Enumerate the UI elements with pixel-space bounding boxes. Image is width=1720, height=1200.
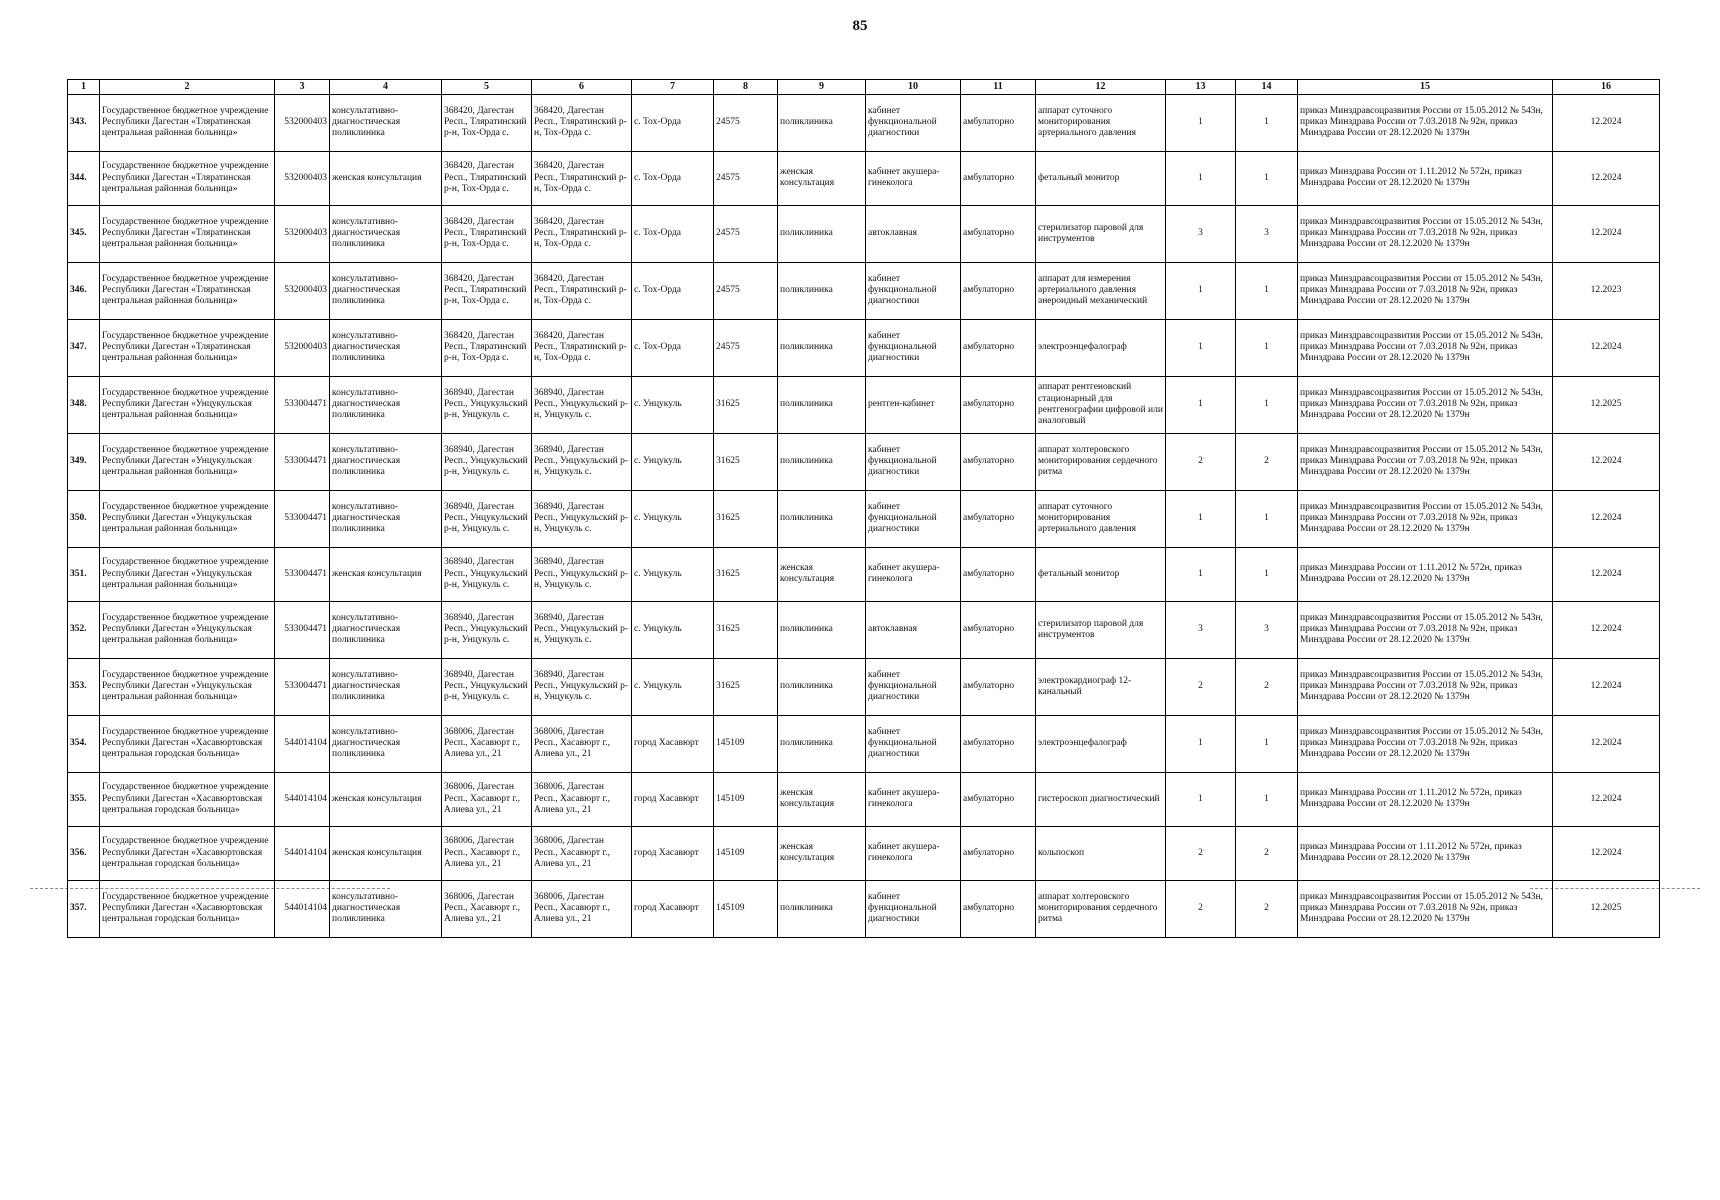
- regulation-order-cell: приказ Минздравсоцразвития России от 15.05.2012 № 543н, приказ Минздрава России от 7.03.2018 № 92н, приказ Минздрава России от 28.12.2020 № 1379н: [1298, 601, 1553, 658]
- org-code-cell: 532000403: [275, 94, 330, 151]
- oktmo-cell: 31625: [714, 601, 778, 658]
- care-type-cell: амбулаторно: [961, 772, 1036, 826]
- room-cell: кабинет акушера-гинеколога: [866, 772, 961, 826]
- division-cell: поликлиника: [778, 715, 866, 772]
- actual-address-cell: 368420, Дагестан Респ., Тляратинский р-н, Тох-Орда с.: [532, 262, 632, 319]
- locality-cell: с. Тох-Орда: [632, 319, 714, 376]
- regulation-order-cell: приказ Минздравсоцразвития России от 15.05.2012 № 543н, приказ Минздрава России от 7.03.2018 № 92н, приказ Минздрава России от 28.12.2020 № 1379н: [1298, 205, 1553, 262]
- column-header: 12: [1036, 80, 1166, 95]
- legal-address-cell: 368420, Дагестан Респ., Тляратинский р-н, Тох-Орда с.: [442, 319, 532, 376]
- unit-cell: консультативно-диагностическая поликлиника: [330, 880, 442, 937]
- regulation-order-cell: приказ Минздрава России от 1.11.2012 № 572н, приказ Минздрава России от 28.12.2020 № 1379н: [1298, 772, 1553, 826]
- column-header: 13: [1166, 80, 1236, 95]
- column-header: 14: [1236, 80, 1298, 95]
- quantity-needed-cell: 2: [1236, 658, 1298, 715]
- unit-cell: женская консультация: [330, 772, 442, 826]
- org-code-cell: 544014104: [275, 772, 330, 826]
- legal-address-cell: 368006, Дагестан Респ., Хасавюрт г., Алиева ул., 21: [442, 826, 532, 880]
- unit-cell: консультативно-диагностическая поликлиника: [330, 262, 442, 319]
- room-cell: кабинет функциональной диагностики: [866, 658, 961, 715]
- oktmo-cell: 31625: [714, 658, 778, 715]
- quantity-required-cell: 1: [1166, 262, 1236, 319]
- column-header: 16: [1553, 80, 1660, 95]
- legal-address-cell: 368940, Дагестан Респ., Унцукульский р-н, Унцукуль с.: [442, 601, 532, 658]
- quantity-needed-cell: 1: [1236, 151, 1298, 205]
- deadline-cell: 12.2024: [1553, 490, 1660, 547]
- column-number-row: [68, 80, 1660, 95]
- org-code-cell: 544014104: [275, 715, 330, 772]
- division-cell: поликлиника: [778, 376, 866, 433]
- unit-cell: консультативно-диагностическая поликлиника: [330, 376, 442, 433]
- locality-cell: с. Унцукуль: [632, 433, 714, 490]
- deadline-cell: 12.2024: [1553, 601, 1660, 658]
- deadline-cell: 12.2024: [1553, 205, 1660, 262]
- locality-cell: город Хасавюрт: [632, 880, 714, 937]
- equipment-cell: аппарат рентгеновский стационарный для рентгенографии цифровой или аналоговый: [1036, 376, 1166, 433]
- column-header: 8: [714, 80, 778, 95]
- oktmo-cell: 24575: [714, 262, 778, 319]
- row-number-cell: 355.: [68, 772, 100, 826]
- organization-cell: Государственное бюджетное учреждение Республики Дагестан «Тляратинская центральная районная больница»: [100, 151, 275, 205]
- column-header: 6: [532, 80, 632, 95]
- regulation-order-cell: приказ Минздравсоцразвития России от 15.05.2012 № 543н, приказ Минздрава России от 7.03.2018 № 92н, приказ Минздрава России от 28.12.2020 № 1379н: [1298, 658, 1553, 715]
- room-cell: кабинет функциональной диагностики: [866, 490, 961, 547]
- quantity-needed-cell: 1: [1236, 94, 1298, 151]
- quantity-needed-cell: 1: [1236, 376, 1298, 433]
- quantity-required-cell: 3: [1166, 205, 1236, 262]
- organization-cell: Государственное бюджетное учреждение Республики Дагестан «Унцукульская центральная районная больница»: [100, 433, 275, 490]
- quantity-needed-cell: 1: [1236, 262, 1298, 319]
- organization-cell: Государственное бюджетное учреждение Республики Дагестан «Тляратинская центральная районная больница»: [100, 94, 275, 151]
- room-cell: кабинет функциональной диагностики: [866, 262, 961, 319]
- quantity-needed-cell: 3: [1236, 601, 1298, 658]
- deadline-cell: 12.2023: [1553, 262, 1660, 319]
- quantity-required-cell: 1: [1166, 772, 1236, 826]
- locality-cell: с. Тох-Орда: [632, 262, 714, 319]
- oktmo-cell: 145109: [714, 715, 778, 772]
- org-code-cell: 544014104: [275, 880, 330, 937]
- organization-cell: Государственное бюджетное учреждение Республики Дагестан «Унцукульская центральная районная больница»: [100, 376, 275, 433]
- column-header: 9: [778, 80, 866, 95]
- oktmo-cell: 31625: [714, 547, 778, 601]
- quantity-required-cell: 2: [1166, 826, 1236, 880]
- organization-cell: Государственное бюджетное учреждение Республики Дагестан «Хасавюртовская центральная городская больница»: [100, 826, 275, 880]
- unit-cell: женская консультация: [330, 547, 442, 601]
- table-row: [68, 205, 1660, 262]
- equipment-cell: гистероскоп диагностический: [1036, 772, 1166, 826]
- oktmo-cell: 24575: [714, 319, 778, 376]
- org-code-cell: 533004471: [275, 658, 330, 715]
- actual-address-cell: 368006, Дагестан Респ., Хасавюрт г., Алиева ул., 21: [532, 772, 632, 826]
- legal-address-cell: 368420, Дагестан Респ., Тляратинский р-н, Тох-Орда с.: [442, 151, 532, 205]
- equipment-cell: фетальный монитор: [1036, 151, 1166, 205]
- unit-cell: консультативно-диагностическая поликлиника: [330, 490, 442, 547]
- deadline-cell: 12.2024: [1553, 715, 1660, 772]
- actual-address-cell: 368940, Дагестан Респ., Унцукульский р-н, Унцукуль с.: [532, 601, 632, 658]
- locality-cell: город Хасавюрт: [632, 826, 714, 880]
- table-row: [68, 490, 1660, 547]
- table-row: [68, 151, 1660, 205]
- org-code-cell: 532000403: [275, 262, 330, 319]
- quantity-required-cell: 1: [1166, 715, 1236, 772]
- org-code-cell: 532000403: [275, 205, 330, 262]
- quantity-required-cell: 1: [1166, 490, 1236, 547]
- quantity-required-cell: 1: [1166, 547, 1236, 601]
- room-cell: рентген-кабинет: [866, 376, 961, 433]
- oktmo-cell: 24575: [714, 205, 778, 262]
- table-row: [68, 94, 1660, 151]
- legal-address-cell: 368940, Дагестан Респ., Унцукульский р-н, Унцукуль с.: [442, 658, 532, 715]
- row-number-cell: 343.: [68, 94, 100, 151]
- care-type-cell: амбулаторно: [961, 262, 1036, 319]
- table-row: [68, 880, 1660, 937]
- column-header: 5: [442, 80, 532, 95]
- row-number-cell: 351.: [68, 547, 100, 601]
- unit-cell: консультативно-диагностическая поликлиника: [330, 319, 442, 376]
- equipment-cell: аппарат суточного мониторирования артериального давления: [1036, 94, 1166, 151]
- quantity-needed-cell: 3: [1236, 205, 1298, 262]
- locality-cell: с. Унцукуль: [632, 658, 714, 715]
- regulation-order-cell: приказ Минздравсоцразвития России от 15.05.2012 № 543н, приказ Минздрава России от 7.03.2018 № 92н, приказ Минздрава России от 28.12.2020 № 1379н: [1298, 433, 1553, 490]
- quantity-required-cell: 3: [1166, 601, 1236, 658]
- care-type-cell: амбулаторно: [961, 826, 1036, 880]
- locality-cell: с. Тох-Орда: [632, 94, 714, 151]
- oktmo-cell: 31625: [714, 433, 778, 490]
- locality-cell: с. Тох-Орда: [632, 205, 714, 262]
- quantity-needed-cell: 1: [1236, 772, 1298, 826]
- deadline-cell: 12.2024: [1553, 547, 1660, 601]
- row-number-cell: 354.: [68, 715, 100, 772]
- quantity-needed-cell: 1: [1236, 319, 1298, 376]
- division-cell: поликлиника: [778, 205, 866, 262]
- quantity-needed-cell: 2: [1236, 433, 1298, 490]
- legal-address-cell: 368940, Дагестан Респ., Унцукульский р-н, Унцукуль с.: [442, 490, 532, 547]
- division-cell: женская консультация: [778, 151, 866, 205]
- room-cell: кабинет акушера-гинеколога: [866, 151, 961, 205]
- row-number-cell: 344.: [68, 151, 100, 205]
- table-row: [68, 547, 1660, 601]
- oktmo-cell: 24575: [714, 94, 778, 151]
- equipment-register-table: [67, 79, 1660, 938]
- care-type-cell: амбулаторно: [961, 658, 1036, 715]
- legal-address-cell: 368420, Дагестан Респ., Тляратинский р-н, Тох-Орда с.: [442, 94, 532, 151]
- org-code-cell: 533004471: [275, 490, 330, 547]
- organization-cell: Государственное бюджетное учреждение Республики Дагестан «Унцукульская центральная районная больница»: [100, 490, 275, 547]
- deadline-cell: 12.2024: [1553, 151, 1660, 205]
- regulation-order-cell: приказ Минздравсоцразвития России от 15.05.2012 № 543н, приказ Минздрава России от 7.03.2018 № 92н, приказ Минздрава России от 28.12.2020 № 1379н: [1298, 319, 1553, 376]
- unit-cell: консультативно-диагностическая поликлиника: [330, 715, 442, 772]
- quantity-required-cell: 2: [1166, 433, 1236, 490]
- care-type-cell: амбулаторно: [961, 490, 1036, 547]
- table-row: [68, 319, 1660, 376]
- org-code-cell: 533004471: [275, 433, 330, 490]
- division-cell: поликлиника: [778, 94, 866, 151]
- table-row: [68, 772, 1660, 826]
- oktmo-cell: 145109: [714, 826, 778, 880]
- regulation-order-cell: приказ Минздравсоцразвития России от 15.05.2012 № 543н, приказ Минздрава России от 7.03.2018 № 92н, приказ Минздрава России от 28.12.2020 № 1379н: [1298, 94, 1553, 151]
- row-number-cell: 357.: [68, 880, 100, 937]
- actual-address-cell: 368420, Дагестан Респ., Тляратинский р-н, Тох-Орда с.: [532, 94, 632, 151]
- org-code-cell: 544014104: [275, 826, 330, 880]
- row-number-cell: 356.: [68, 826, 100, 880]
- room-cell: кабинет функциональной диагностики: [866, 880, 961, 937]
- column-header: 15: [1298, 80, 1553, 95]
- actual-address-cell: 368940, Дагестан Респ., Унцукульский р-н, Унцукуль с.: [532, 547, 632, 601]
- row-number-cell: 345.: [68, 205, 100, 262]
- regulation-order-cell: приказ Минздравсоцразвития России от 15.05.2012 № 543н, приказ Минздрава России от 7.03.2018 № 92н, приказ Минздрава России от 28.12.2020 № 1379н: [1298, 715, 1553, 772]
- division-cell: поликлиника: [778, 601, 866, 658]
- equipment-cell: аппарат суточного мониторирования артериального давления: [1036, 490, 1166, 547]
- room-cell: автоклавная: [866, 601, 961, 658]
- table-row: [68, 262, 1660, 319]
- care-type-cell: амбулаторно: [961, 205, 1036, 262]
- column-header: 4: [330, 80, 442, 95]
- regulation-order-cell: приказ Минздрава России от 1.11.2012 № 572н, приказ Минздрава России от 28.12.2020 № 1379н: [1298, 826, 1553, 880]
- deadline-cell: 12.2024: [1553, 94, 1660, 151]
- deadline-cell: 12.2024: [1553, 772, 1660, 826]
- quantity-needed-cell: 2: [1236, 880, 1298, 937]
- equipment-cell: электроэнцефалограф: [1036, 319, 1166, 376]
- column-header: 3: [275, 80, 330, 95]
- unit-cell: женская консультация: [330, 151, 442, 205]
- oktmo-cell: 145109: [714, 772, 778, 826]
- column-header: 11: [961, 80, 1036, 95]
- division-cell: поликлиника: [778, 262, 866, 319]
- legal-address-cell: 368006, Дагестан Респ., Хасавюрт г., Алиева ул., 21: [442, 880, 532, 937]
- column-header: 2: [100, 80, 275, 95]
- locality-cell: город Хасавюрт: [632, 715, 714, 772]
- quantity-required-cell: 2: [1166, 658, 1236, 715]
- equipment-cell: кольпоскоп: [1036, 826, 1166, 880]
- room-cell: кабинет акушера-гинеколога: [866, 826, 961, 880]
- legal-address-cell: 368940, Дагестан Респ., Унцукульский р-н, Унцукуль с.: [442, 433, 532, 490]
- quantity-needed-cell: 1: [1236, 715, 1298, 772]
- page-number: 85: [852, 18, 868, 34]
- locality-cell: с. Тох-Орда: [632, 151, 714, 205]
- room-cell: кабинет акушера-гинеколога: [866, 547, 961, 601]
- room-cell: кабинет функциональной диагностики: [866, 319, 961, 376]
- row-number-cell: 349.: [68, 433, 100, 490]
- org-code-cell: 532000403: [275, 151, 330, 205]
- care-type-cell: амбулаторно: [961, 376, 1036, 433]
- organization-cell: Государственное бюджетное учреждение Республики Дагестан «Хасавюртовская центральная городская больница»: [100, 715, 275, 772]
- equipment-cell: электроэнцефалограф: [1036, 715, 1166, 772]
- equipment-cell: аппарат холтеровского мониторирования сердечного ритма: [1036, 880, 1166, 937]
- quantity-required-cell: 2: [1166, 880, 1236, 937]
- locality-cell: с. Унцукуль: [632, 490, 714, 547]
- table-row: [68, 601, 1660, 658]
- regulation-order-cell: приказ Минздрава России от 1.11.2012 № 572н, приказ Минздрава России от 28.12.2020 № 1379н: [1298, 547, 1553, 601]
- care-type-cell: амбулаторно: [961, 94, 1036, 151]
- legal-address-cell: 368420, Дагестан Респ., Тляратинский р-н, Тох-Орда с.: [442, 205, 532, 262]
- row-number-cell: 346.: [68, 262, 100, 319]
- quantity-required-cell: 1: [1166, 94, 1236, 151]
- unit-cell: консультативно-диагностическая поликлиника: [330, 601, 442, 658]
- care-type-cell: амбулаторно: [961, 715, 1036, 772]
- org-code-cell: 533004471: [275, 376, 330, 433]
- table-body: [68, 94, 1660, 937]
- deadline-cell: 12.2025: [1553, 376, 1660, 433]
- quantity-needed-cell: 1: [1236, 490, 1298, 547]
- unit-cell: женская консультация: [330, 826, 442, 880]
- room-cell: автоклавная: [866, 205, 961, 262]
- quantity-required-cell: 1: [1166, 319, 1236, 376]
- actual-address-cell: 368940, Дагестан Респ., Унцукульский р-н, Унцукуль с.: [532, 658, 632, 715]
- actual-address-cell: 368006, Дагестан Респ., Хасавюрт г., Алиева ул., 21: [532, 715, 632, 772]
- row-number-cell: 347.: [68, 319, 100, 376]
- care-type-cell: амбулаторно: [961, 151, 1036, 205]
- organization-cell: Государственное бюджетное учреждение Республики Дагестан «Унцукульская центральная районная больница»: [100, 547, 275, 601]
- legal-address-cell: 368940, Дагестан Респ., Унцукульский р-н, Унцукуль с.: [442, 376, 532, 433]
- room-cell: кабинет функциональной диагностики: [866, 433, 961, 490]
- care-type-cell: амбулаторно: [961, 547, 1036, 601]
- actual-address-cell: 368940, Дагестан Респ., Унцукульский р-н, Унцукуль с.: [532, 433, 632, 490]
- actual-address-cell: 368420, Дагестан Респ., Тляратинский р-н, Тох-Орда с.: [532, 319, 632, 376]
- table-row: [68, 376, 1660, 433]
- deadline-cell: 12.2024: [1553, 826, 1660, 880]
- deadline-cell: 12.2024: [1553, 433, 1660, 490]
- locality-cell: с. Унцукуль: [632, 547, 714, 601]
- unit-cell: консультативно-диагностическая поликлиника: [330, 94, 442, 151]
- equipment-cell: электрокардиограф 12-канальный: [1036, 658, 1166, 715]
- room-cell: кабинет функциональной диагностики: [866, 715, 961, 772]
- organization-cell: Государственное бюджетное учреждение Республики Дагестан «Унцукульская центральная районная больница»: [100, 601, 275, 658]
- unit-cell: консультативно-диагностическая поликлиника: [330, 433, 442, 490]
- organization-cell: Государственное бюджетное учреждение Республики Дагестан «Тляратинская центральная районная больница»: [100, 262, 275, 319]
- equipment-cell: фетальный монитор: [1036, 547, 1166, 601]
- legal-address-cell: 368940, Дагестан Респ., Унцукульский р-н, Унцукуль с.: [442, 547, 532, 601]
- organization-cell: Государственное бюджетное учреждение Республики Дагестан «Хасавюртовская центральная городская больница»: [100, 772, 275, 826]
- organization-cell: Государственное бюджетное учреждение Республики Дагестан «Хасавюртовская центральная городская больница»: [100, 880, 275, 937]
- care-type-cell: амбулаторно: [961, 433, 1036, 490]
- oktmo-cell: 31625: [714, 376, 778, 433]
- row-number-cell: 348.: [68, 376, 100, 433]
- deadline-cell: 12.2025: [1553, 880, 1660, 937]
- org-code-cell: 532000403: [275, 319, 330, 376]
- organization-cell: Государственное бюджетное учреждение Республики Дагестан «Унцукульская центральная районная больница»: [100, 658, 275, 715]
- actual-address-cell: 368420, Дагестан Респ., Тляратинский р-н, Тох-Орда с.: [532, 151, 632, 205]
- deadline-cell: 12.2024: [1553, 658, 1660, 715]
- division-cell: поликлиника: [778, 433, 866, 490]
- locality-cell: город Хасавюрт: [632, 772, 714, 826]
- locality-cell: с. Унцукуль: [632, 376, 714, 433]
- legal-address-cell: 368006, Дагестан Респ., Хасавюрт г., Алиева ул., 21: [442, 715, 532, 772]
- quantity-required-cell: 1: [1166, 376, 1236, 433]
- column-header: 10: [866, 80, 961, 95]
- care-type-cell: амбулаторно: [961, 319, 1036, 376]
- row-number-cell: 352.: [68, 601, 100, 658]
- unit-cell: консультативно-диагностическая поликлиника: [330, 205, 442, 262]
- care-type-cell: амбулаторно: [961, 601, 1036, 658]
- regulation-order-cell: приказ Минздравсоцразвития России от 15.05.2012 № 543н, приказ Минздрава России от 7.03.2018 № 92н, приказ Минздрава России от 28.12.2020 № 1379н: [1298, 262, 1553, 319]
- oktmo-cell: 24575: [714, 151, 778, 205]
- division-cell: поликлиника: [778, 319, 866, 376]
- division-cell: поликлиника: [778, 658, 866, 715]
- table-row: [68, 658, 1660, 715]
- equipment-cell: стерилизатор паровой для инструментов: [1036, 205, 1166, 262]
- table-row: [68, 715, 1660, 772]
- quantity-required-cell: 1: [1166, 151, 1236, 205]
- table-row: [68, 826, 1660, 880]
- equipment-cell: аппарат для измерения артериального давления анероидный механический: [1036, 262, 1166, 319]
- organization-cell: Государственное бюджетное учреждение Республики Дагестан «Тляратинская центральная районная больница»: [100, 205, 275, 262]
- row-number-cell: 350.: [68, 490, 100, 547]
- equipment-cell: аппарат холтеровского мониторирования сердечного ритма: [1036, 433, 1166, 490]
- division-cell: женская консультация: [778, 547, 866, 601]
- org-code-cell: 533004471: [275, 601, 330, 658]
- division-cell: поликлиника: [778, 880, 866, 937]
- regulation-order-cell: приказ Минздравсоцразвития России от 15.05.2012 № 543н, приказ Минздрава России от 7.03.2018 № 92н, приказ Минздрава России от 28.12.2020 № 1379н: [1298, 880, 1553, 937]
- org-code-cell: 533004471: [275, 547, 330, 601]
- oktmo-cell: 31625: [714, 490, 778, 547]
- room-cell: кабинет функциональной диагностики: [866, 94, 961, 151]
- division-cell: поликлиника: [778, 490, 866, 547]
- actual-address-cell: 368420, Дагестан Респ., Тляратинский р-н, Тох-Орда с.: [532, 205, 632, 262]
- table-row: [68, 433, 1660, 490]
- column-header: 7: [632, 80, 714, 95]
- legal-address-cell: 368420, Дагестан Респ., Тляратинский р-н, Тох-Орда с.: [442, 262, 532, 319]
- organization-cell: Государственное бюджетное учреждение Республики Дагестан «Тляратинская центральная районная больница»: [100, 319, 275, 376]
- equipment-cell: стерилизатор паровой для инструментов: [1036, 601, 1166, 658]
- quantity-needed-cell: 2: [1236, 826, 1298, 880]
- locality-cell: с. Унцукуль: [632, 601, 714, 658]
- actual-address-cell: 368006, Дагестан Респ., Хасавюрт г., Алиева ул., 21: [532, 826, 632, 880]
- oktmo-cell: 145109: [714, 880, 778, 937]
- division-cell: женская консультация: [778, 826, 866, 880]
- row-number-cell: 353.: [68, 658, 100, 715]
- unit-cell: консультативно-диагностическая поликлиника: [330, 658, 442, 715]
- regulation-order-cell: приказ Минздравсоцразвития России от 15.05.2012 № 543н, приказ Минздрава России от 7.03.2018 № 92н, приказ Минздрава России от 28.12.2020 № 1379н: [1298, 376, 1553, 433]
- division-cell: женская консультация: [778, 772, 866, 826]
- regulation-order-cell: приказ Минздрава России от 1.11.2012 № 572н, приказ Минздрава России от 28.12.2020 № 1379н: [1298, 151, 1553, 205]
- column-header: 1: [68, 80, 100, 95]
- deadline-cell: 12.2024: [1553, 319, 1660, 376]
- actual-address-cell: 368940, Дагестан Респ., Унцукульский р-н, Унцукуль с.: [532, 376, 632, 433]
- actual-address-cell: 368940, Дагестан Респ., Унцукульский р-н, Унцукуль с.: [532, 490, 632, 547]
- actual-address-cell: 368006, Дагестан Респ., Хасавюрт г., Алиева ул., 21: [532, 880, 632, 937]
- care-type-cell: амбулаторно: [961, 880, 1036, 937]
- regulation-order-cell: приказ Минздравсоцразвития России от 15.05.2012 № 543н, приказ Минздрава России от 7.03.2018 № 92н, приказ Минздрава России от 28.12.2020 № 1379н: [1298, 490, 1553, 547]
- quantity-needed-cell: 1: [1236, 547, 1298, 601]
- legal-address-cell: 368006, Дагестан Респ., Хасавюрт г., Алиева ул., 21: [442, 772, 532, 826]
